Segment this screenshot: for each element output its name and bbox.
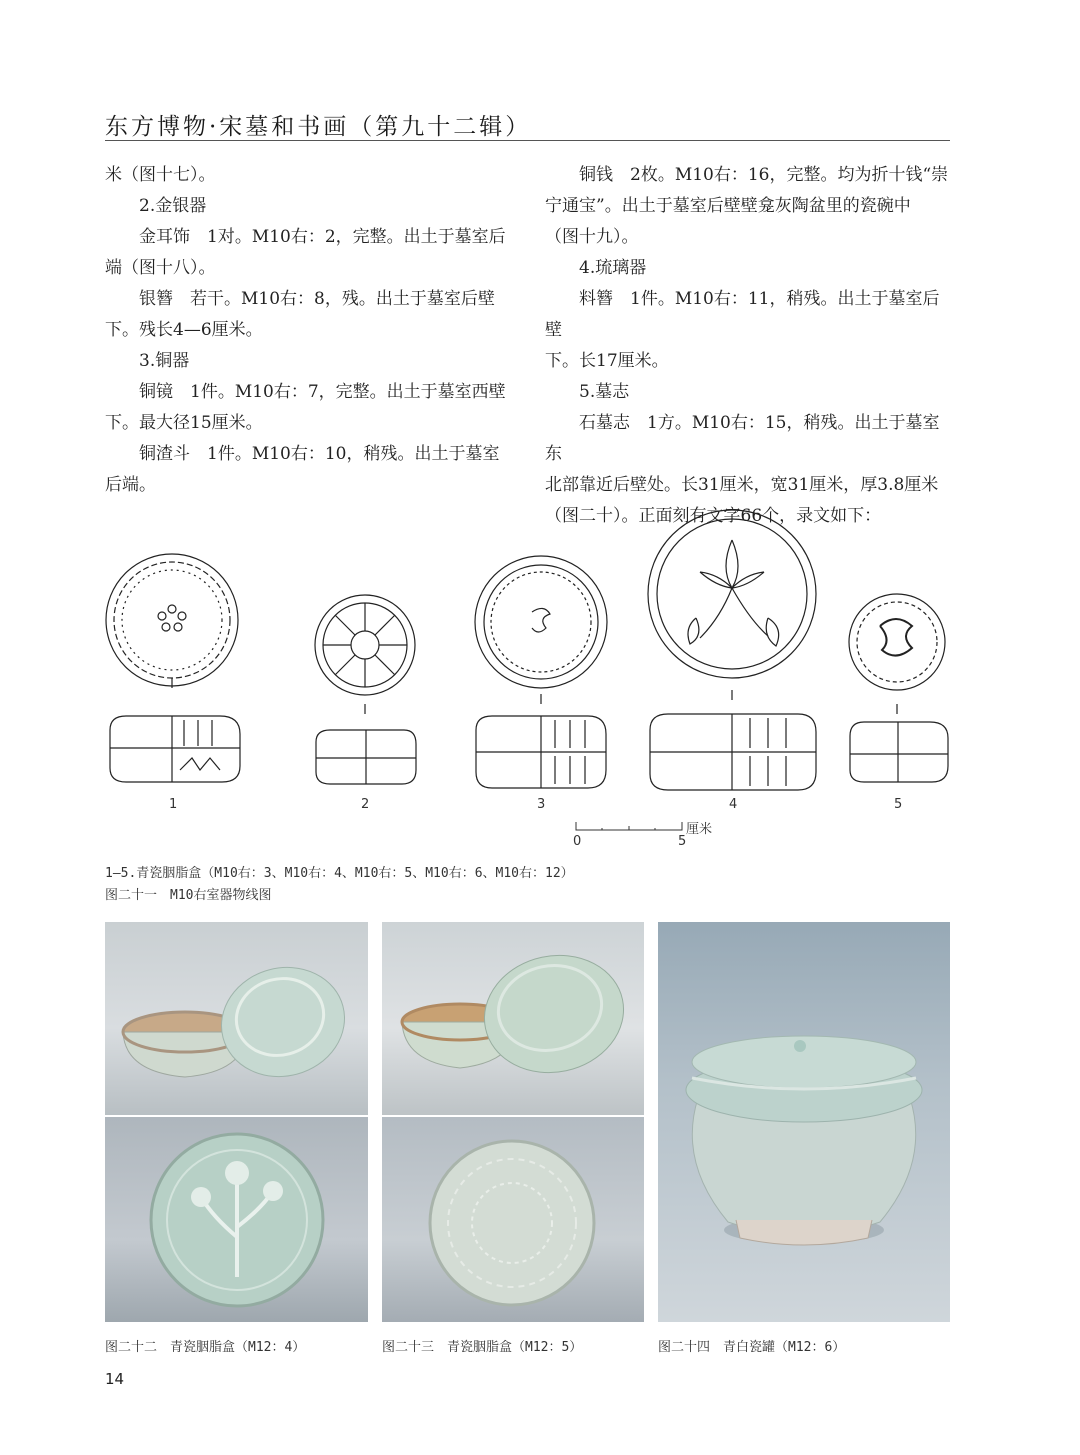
figure-items-caption: 1—5.青瓷胭脂盒（M10右：3、M10右：4、M10右：5、M10右：6、M10右：12） xyxy=(105,866,574,881)
paragraph-line: 后端。 xyxy=(105,475,156,495)
paragraph-line: （图二十）。正面刻有文字66个，录文如下： xyxy=(545,506,882,526)
box-3-section xyxy=(476,716,606,788)
scale-bar-line xyxy=(572,818,692,834)
figure-label-5: 5 xyxy=(894,797,903,812)
paragraph-line: 下。最大径15厘米。 xyxy=(105,413,263,433)
paragraph-line: 铜渣斗 1件。M10右：10，稍残。出土于墓室 xyxy=(139,444,500,464)
right-column xyxy=(545,160,950,532)
figure-label-1: 1 xyxy=(169,797,178,812)
box-4-section xyxy=(650,714,816,790)
section-heading: 4.琉璃器 xyxy=(579,258,647,278)
scale-bar xyxy=(572,818,712,850)
box-5-top-view xyxy=(849,594,945,714)
figure-caption: 图二十一 M10右室器物线图 xyxy=(105,888,272,903)
paragraph-line: 铜钱 2枚。M10右：16，完整。均为折十钱“崇 xyxy=(579,165,949,185)
line-drawing-figure xyxy=(100,508,955,808)
photo-caption-24: 图二十四 青白瓷罐（M12：6） xyxy=(658,1340,846,1355)
photo-box-m12-5-lid xyxy=(382,1117,644,1322)
paragraph-line: 下。残长4—6厘米。 xyxy=(105,320,263,340)
photo-box-m12-5-side xyxy=(382,922,644,1115)
photo-jar-m12-6 xyxy=(658,922,950,1322)
section-heading: 5.墓志 xyxy=(579,382,630,402)
paragraph-line: 银簪 若干。M10右：8，残。出土于墓室后壁 xyxy=(139,289,495,309)
box-1-top-view xyxy=(106,554,238,688)
box-5-section xyxy=(850,722,948,782)
photo-caption-23: 图二十三 青瓷胭脂盒（M12：5） xyxy=(382,1340,583,1355)
scale-zero: 0 xyxy=(573,834,582,849)
paragraph-line: 下。长17厘米。 xyxy=(545,351,669,371)
photo-box-m12-4-lid xyxy=(105,1117,368,1322)
scale-unit: 厘米 xyxy=(686,822,713,837)
section-heading: 3.铜器 xyxy=(139,351,190,371)
scale-five: 5 xyxy=(678,834,687,849)
paragraph-line: 北部靠近后壁处。长31厘米，宽31厘米，厚3.8厘米 xyxy=(545,475,939,495)
paragraph-line: 米（图十七）。 xyxy=(105,165,216,185)
box-2-top-view xyxy=(315,595,415,714)
box-1-section xyxy=(110,716,240,782)
box-4-top-view xyxy=(648,510,816,700)
figure-label-2: 2 xyxy=(361,797,370,812)
section-heading: 2.金银器 xyxy=(139,196,207,216)
box-2-section xyxy=(316,730,416,784)
running-header xyxy=(105,108,950,141)
left-column xyxy=(105,160,510,501)
figure-label-3: 3 xyxy=(537,797,546,812)
header-title: 东方博物·宋墓和书画（第九十二辑） xyxy=(105,114,532,140)
paragraph-line: 宁通宝”。出土于墓室后壁壁龛灰陶盆里的瓷碗中 xyxy=(545,196,911,216)
paragraph-line: （图十九）。 xyxy=(545,227,639,247)
photo-caption-22: 图二十二 青瓷胭脂盒（M12：4） xyxy=(105,1340,306,1355)
box-3-top-view xyxy=(475,556,607,704)
paragraph-line: 金耳饰 1对。M10右：2，完整。出土于墓室后 xyxy=(139,227,506,247)
paragraph-line: 料簪 1件。M10右：11，稍残。出土于墓室后壁 xyxy=(545,289,940,340)
figure-label-4: 4 xyxy=(729,797,738,812)
paragraph-line: 铜镜 1件。M10右：7，完整。出土于墓室西壁 xyxy=(139,382,506,402)
paragraph-line: 石墓志 1方。M10右：15，稍残。出土于墓室东 xyxy=(545,413,940,464)
page-number: 14 xyxy=(105,1370,125,1388)
header-rule xyxy=(105,140,950,141)
photo-box-m12-4-side xyxy=(105,922,368,1115)
paragraph-line: 端（图十八）。 xyxy=(105,258,216,278)
